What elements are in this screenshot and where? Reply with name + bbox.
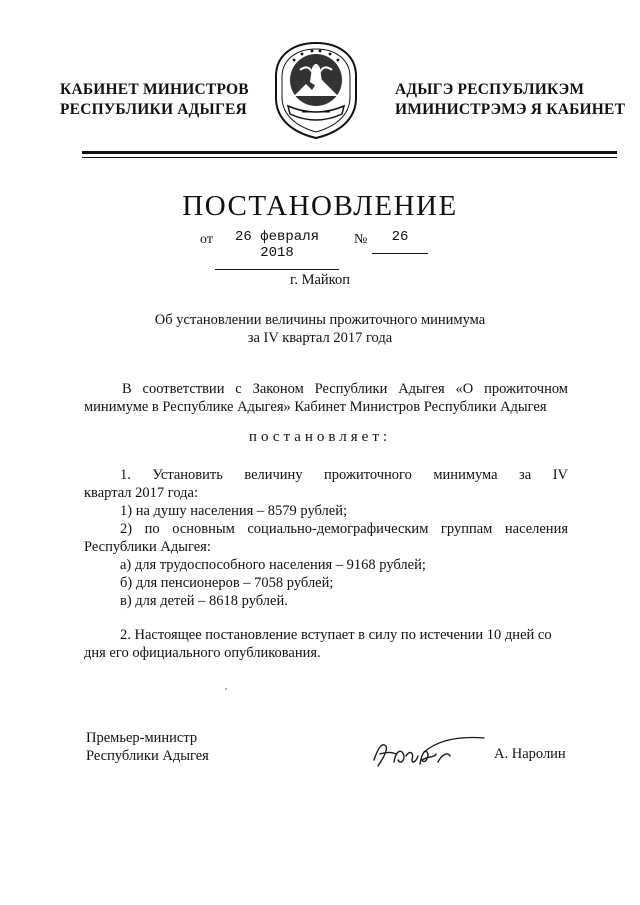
clause-2-line2: дня его официального опубликования. xyxy=(84,645,321,661)
issuer-name-ady-line1: АДЫГЭ РЕСПУБЛИКЭМ xyxy=(395,81,585,98)
document-number-value: 26 xyxy=(391,229,409,245)
signatory-title-line1: Премьер-министр xyxy=(86,730,198,746)
document-title: ПОСТАНОВЛЕНИЕ xyxy=(182,190,458,222)
clause-2 xyxy=(84,626,568,662)
clause-1-sub-c: в) для детей – 8618 рублей. xyxy=(120,593,288,609)
issuer-name-ru-line1: КАБИНЕТ МИНИСТРОВ xyxy=(60,81,249,98)
clause-1-line2: квартал 2017 года: xyxy=(84,485,199,501)
preamble xyxy=(84,380,568,416)
date-prefix: от xyxy=(200,232,213,247)
document-subject xyxy=(0,311,640,347)
issuer-name-ru xyxy=(60,80,250,120)
place-of-issue: г. Майкоп xyxy=(290,272,350,288)
clause-1-sub-a: а) для трудоспособного населения – 9168 рублей; xyxy=(120,557,426,573)
preamble-line1: В соответствии с Законом Республики Адыгея «О прожиточном xyxy=(122,381,568,397)
subject-line1: Об установлении величины прожиточного минимума xyxy=(154,312,486,328)
clause-1-sub-b: б) для пенсионеров – 7058 рублей; xyxy=(120,575,334,591)
document-number xyxy=(372,229,428,254)
issuer-name-ady-line2: ИМИНИСТРЭМЭ Я КАБИНЕТ xyxy=(395,101,626,118)
signatory-title-line2: Республики Адыгея xyxy=(86,748,209,764)
clause-1-sub2-line2: Республики Адыгея: xyxy=(84,539,211,555)
document-date xyxy=(215,229,339,270)
signatory-name: А. Наролин xyxy=(494,746,566,762)
issuer-name-ady xyxy=(395,80,626,120)
clause-2-line1: 2. Настоящее постановление вступает в силу по истечении 10 дней со xyxy=(120,627,552,643)
header-divider-thick xyxy=(82,151,617,154)
issuer-name-ru-line2: РЕСПУБЛИКИ АДЫГЕЯ xyxy=(60,101,247,118)
clause-1-line1: 1. Установить величину прожиточного минимума за IV xyxy=(120,467,568,483)
number-prefix: № xyxy=(354,232,368,247)
scan-speck xyxy=(225,688,227,690)
coat-of-arms-icon xyxy=(272,40,360,140)
subject-line2: за IV квартал 2017 года xyxy=(247,330,393,346)
clause-1 xyxy=(84,466,568,610)
handwritten-signature-icon xyxy=(368,726,488,776)
header-divider-thin xyxy=(82,157,617,158)
document-date-value: 26 февраля 2018 xyxy=(234,229,319,261)
preamble-line2: минимуме в Республике Адыгея» Кабинет Министров Республики Адыгея xyxy=(84,399,547,415)
decree-word: постановляет: xyxy=(248,429,392,445)
clause-1-sub2-line1: 2) по основным социально-демографическим группам населения xyxy=(120,521,568,537)
clause-1-sub1: 1) на душу населения – 8579 рублей; xyxy=(120,503,348,519)
signatory-title xyxy=(86,729,209,765)
